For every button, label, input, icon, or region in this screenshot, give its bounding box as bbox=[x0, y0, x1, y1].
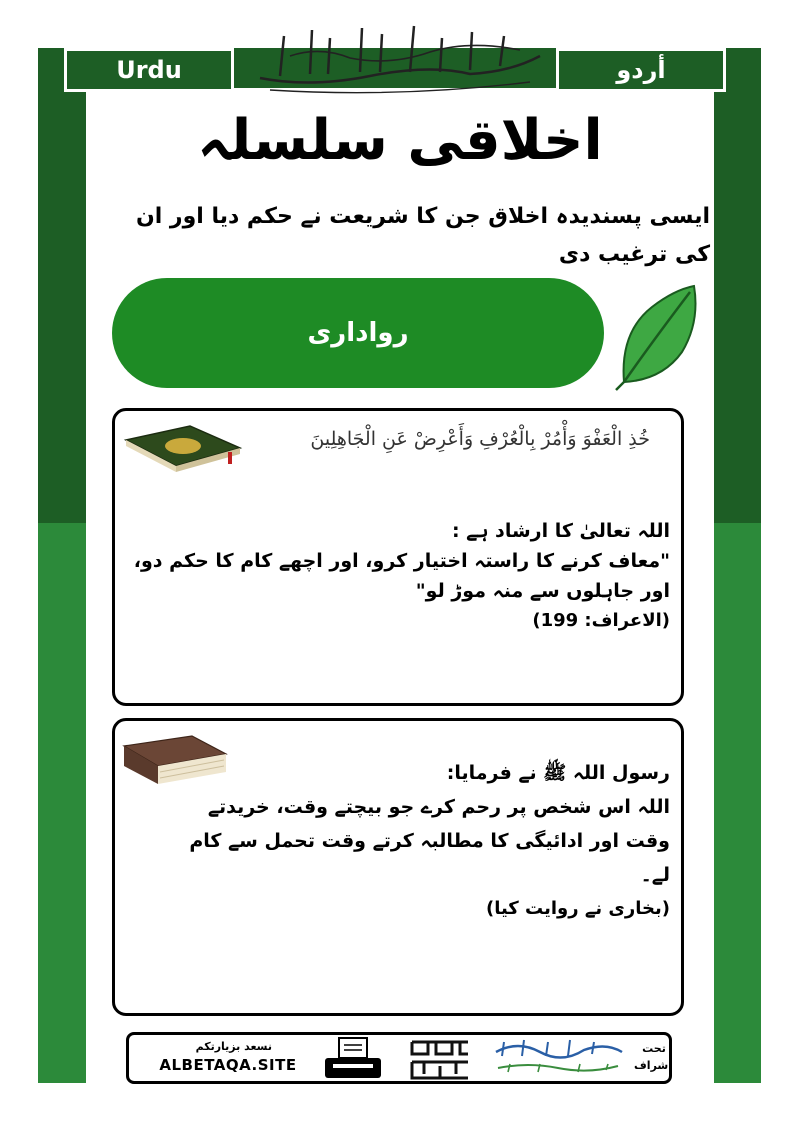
supervision-text: اشراف bbox=[634, 1059, 672, 1072]
association-logo bbox=[488, 1036, 628, 1078]
quran-arabic-text: خُذِ الْعَفْوَ وَأْمُرْ بِالْعُرْفِ وَأَعْرِضْ عَنِ الْجَاهِلِينَ bbox=[310, 428, 650, 450]
under-label: تحت bbox=[642, 1042, 666, 1055]
hadith-line: لے۔ bbox=[640, 864, 670, 886]
topic-label: رواداری bbox=[307, 318, 409, 348]
quran-line-intro: اللہ تعالیٰ کا ارشاد ہے : bbox=[451, 520, 670, 542]
hadith-line: اللہ اس شخص پر رحم کرے جو بیچتے وقت، خریدتے bbox=[207, 796, 670, 818]
printer-icon bbox=[323, 1036, 383, 1082]
hadith-line: وقت اور ادائیگی کا مطالبہ کرتے وقت تحمل سے کام bbox=[189, 830, 670, 852]
language-tab-urdu: Urdu bbox=[64, 48, 234, 92]
page-subtitle: ایسی پسندیدہ اخلاق جن کا شریعت نے حکم دیا اور ان کی ترغیب دی bbox=[135, 204, 710, 267]
bismillah-calligraphy bbox=[250, 16, 550, 96]
quran-line: "معاف کرنے کا راستہ اختیار کرو، اور اچھے کام کا حکم دو، bbox=[133, 550, 670, 572]
leaf-icon bbox=[612, 282, 702, 392]
page-title: اخلاقی سلسلہ bbox=[197, 108, 603, 173]
quran-reference: (الاعراف: 199) bbox=[532, 610, 670, 631]
supervision-label bbox=[636, 1040, 672, 1074]
hadith-reference: (بخاری نے روایت کیا) bbox=[485, 898, 670, 919]
hadith-text bbox=[120, 756, 670, 926]
dawah-calligraphy-logo bbox=[408, 1034, 472, 1082]
language-tab-urdu-native: أردو bbox=[556, 48, 726, 92]
topic-banner bbox=[112, 278, 604, 388]
visit-text: نسعد بزيارتكم bbox=[195, 1040, 272, 1053]
site-link[interactable]: ALBETAQA.SITE bbox=[159, 1056, 297, 1074]
quran-line: اور جاہلوں سے منہ موڑ لو" bbox=[415, 580, 670, 602]
quran-translation bbox=[120, 516, 670, 636]
quran-book-icon bbox=[120, 418, 245, 473]
hadith-intro: رسول اللہ ﷺ نے فرمایا: bbox=[446, 762, 670, 784]
